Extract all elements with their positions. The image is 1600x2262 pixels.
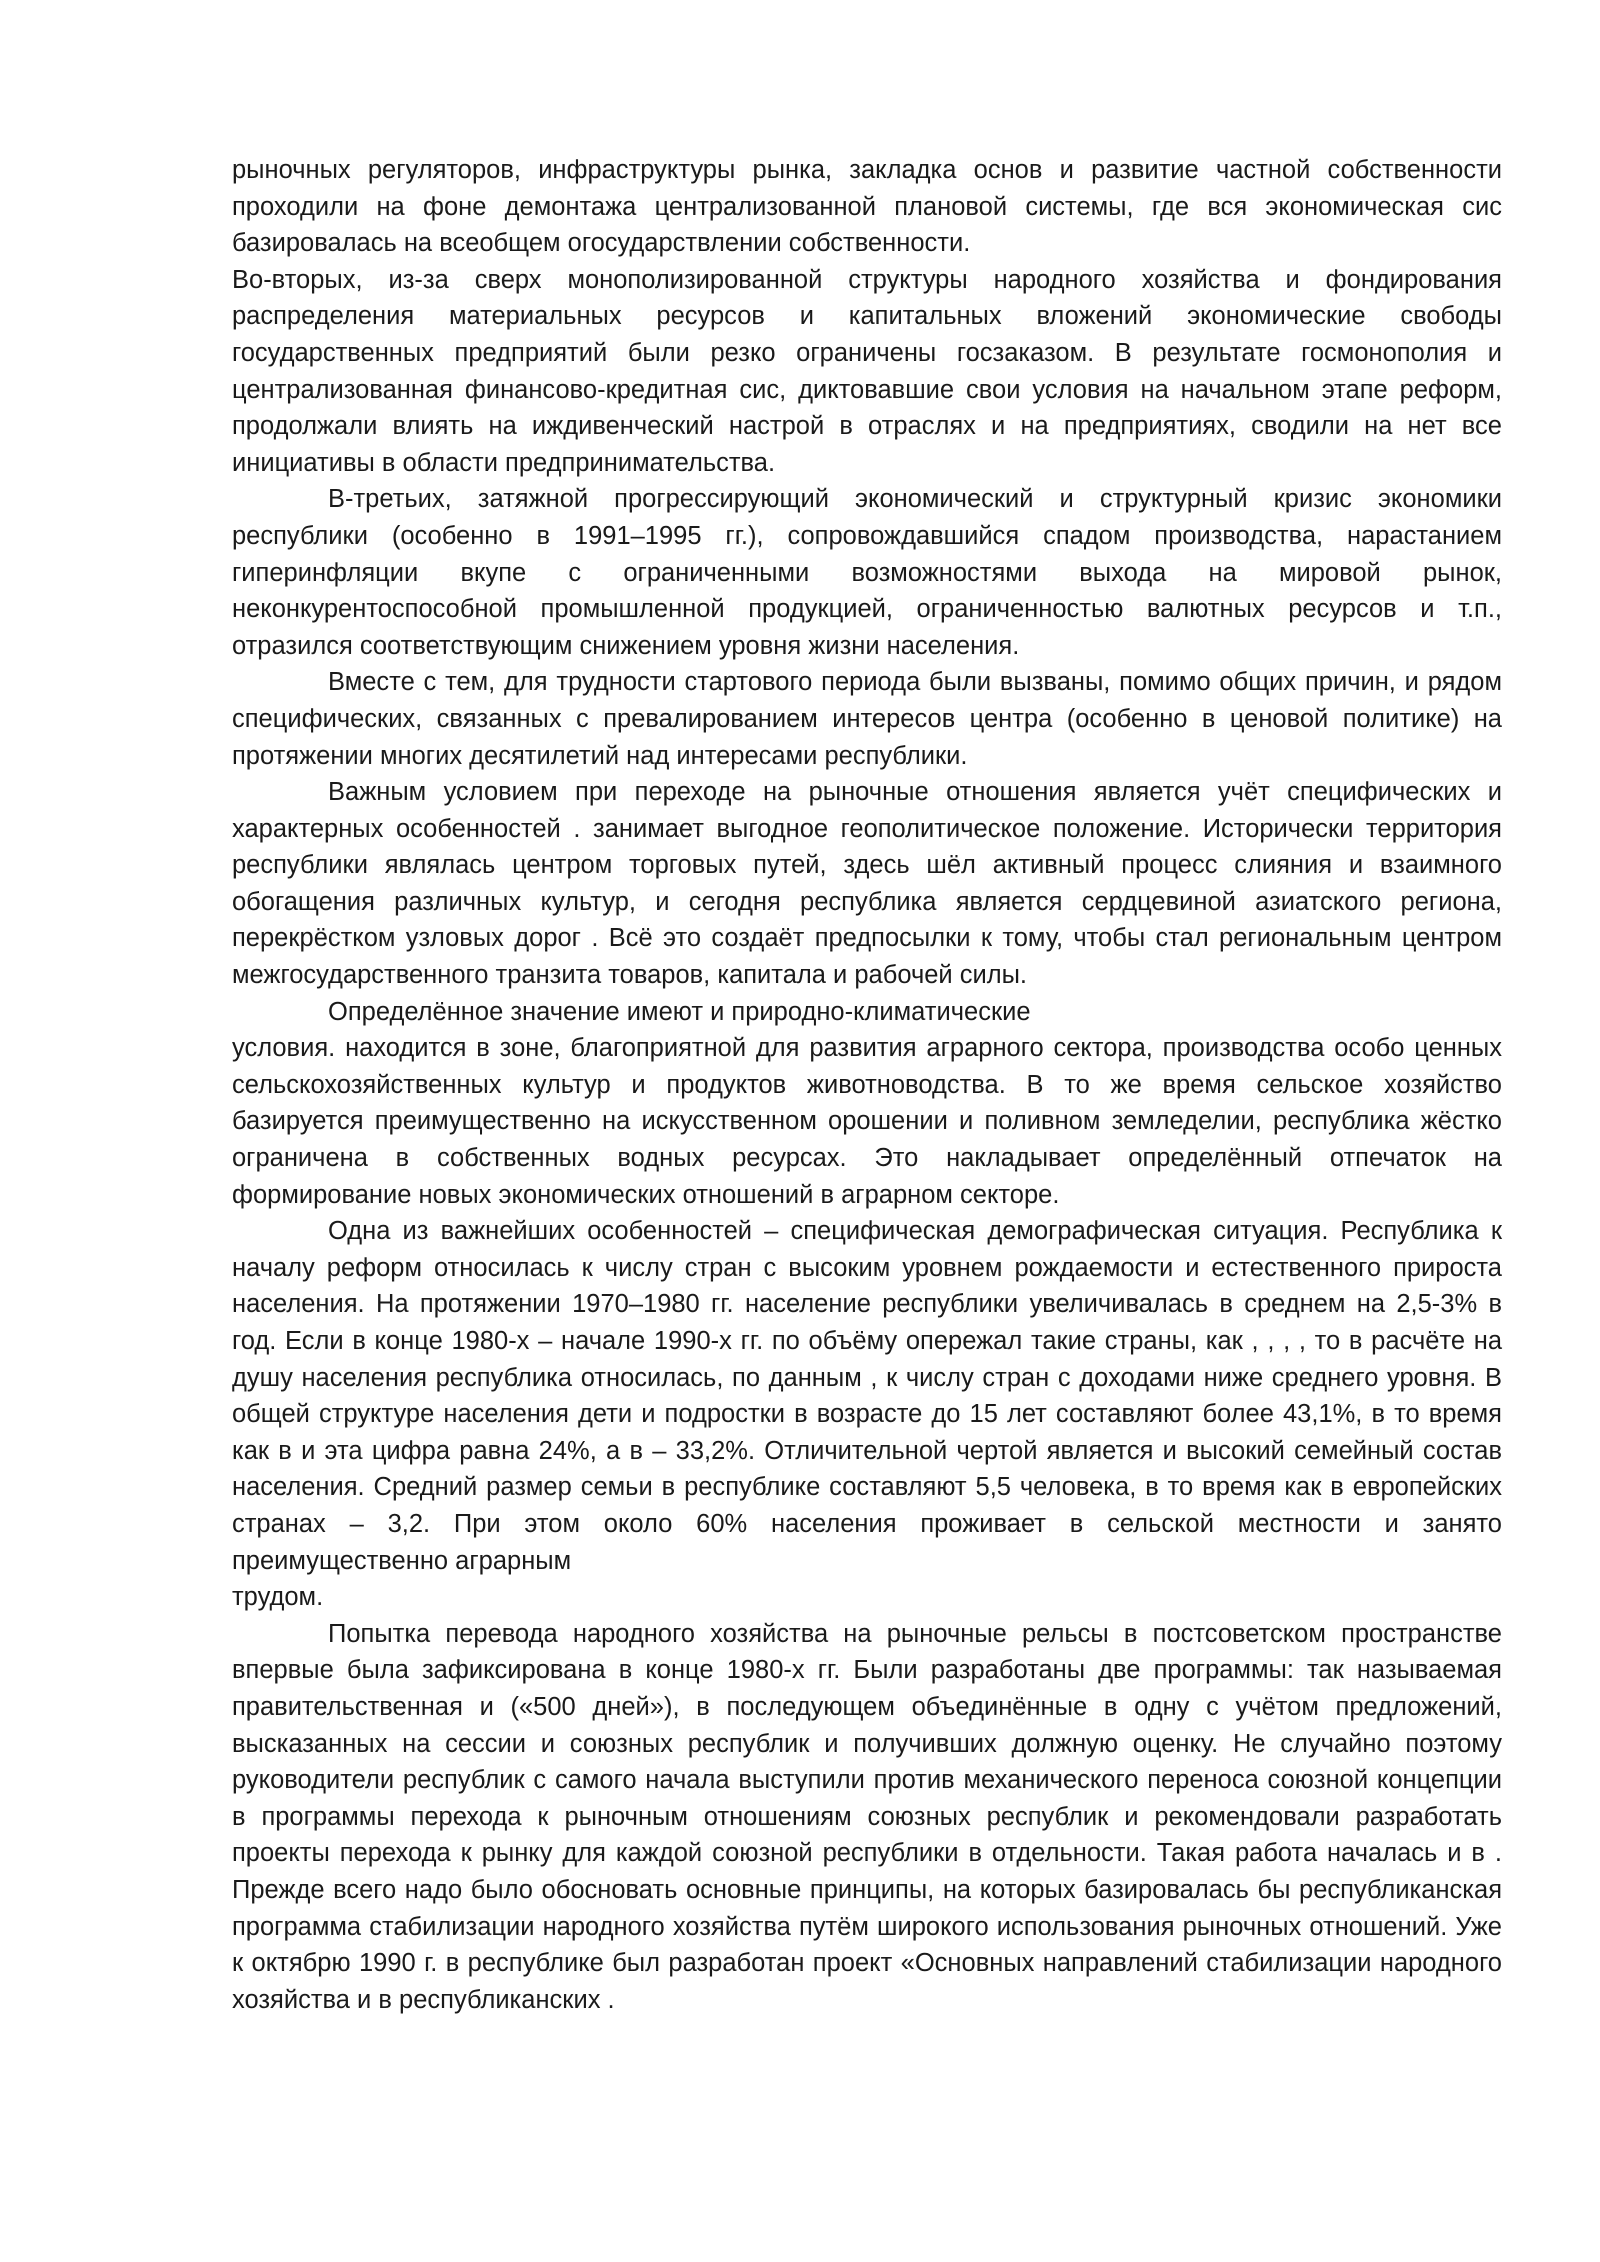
- paragraph-start-period: Вместе с тем, для трудности стартового периода были вызваны, помимо общих причин, и рядом специфических, связанных с превалированием интересов центра (особенно в ценовой политике) на протяжении многих десятилетий над интересами республики.: [232, 668, 1502, 770]
- paragraph-market-regulators: рыночных регуляторов, инфраструктуры рынка, закладка основ и развитие частной собственности проходили на фоне демонтажа централизованной плановой системы, где вся экономическая сис базировалась на всеобщем огосударствлении собственности.: [232, 156, 1502, 258]
- paragraph-climate-heading: Определённое значение имеют и природно-климатические: [328, 997, 1031, 1026]
- paragraph-thirdly: В-третьих, затяжной прогрессирующий экономический и структурный кризис экономики республики (особенно в 1991–1995 гг.), сопровождавшийся спадом производства, нарастанием гиперинфляции вкупе с ограниченными возможностями выхода на мировой рынок, неконкурентоспособной промышленной продукцией, ограниченностью валютных ресурсов и т.п., отразился соответствующим снижением уровня жизни населения.: [232, 485, 1502, 660]
- paragraph-geopolitics: Важным условием при переходе на рыночные отношения является учёт специфических и характерных особенностей . занимает выгодное геополитическое положение. Исторически территория республики являлась центром торговых путей, здесь шёл активный процесс слияния и взаимного обогащения различных культур, и сегодня республика является сердцевиной азиатского региона, перекрёстком узловых дорог . Всё это создаёт предпосылки к тому, чтобы стал региональным центром межгосударственного транзита товаров, капитала и рабочей силы.: [232, 778, 1502, 990]
- document-page: [232, 152, 1502, 2018]
- paragraph-climate-conditions: условия. находится в зоне, благоприятной для развития аграрного сектора, производства особо ценных сельскохозяйственных культур и продуктов животноводства. В то же время сельское хозяйство базируется преимущественно на искусственном орошении и поливном земледелии, республика жёстко ограничена в собственных водных ресурсах. Это накладывает определённый отпечаток на формирование новых экономических отношений в аграрном секторе.: [232, 1034, 1502, 1209]
- paragraph-secondly: Во-вторых, из-за сверх монополизированной структуры народного хозяйства и фондирования распределения материальных ресурсов и капитальных вложений экономические свободы государственных предприятий были резко ограничены госзаказом. В результате госмонополия и централизованная финансово-кредитная сис, диктовавшие свои условия на начальном этапе реформ, продолжали влиять на иждивенческий настрой в отраслях и на предприятиях, сводили на нет все инициативы в области предпринимательства.: [232, 265, 1502, 477]
- paragraph-market-transition: Попытка перевода народного хозяйства на рыночные рельсы в постсоветском пространстве впервые была зафиксирована в конце 1980-х гг. Были разработаны две программы: так называемая правительственная и («500 дней»), в последующем объединённые в одну с учётом предложений, высказанных на сессии и союзных республик и получивших должную оценку. Не случайно поэтому руководители республик с самого начала выступили против механического переноса союзной концепции в программы перехода к рыночным отношениям союзных республик и рекомендовали разработать проекты перехода к рынку для каждой союзной республики в отдельности. Такая работа началась и в . Прежде всего надо было обосновать основные принципы, на которых базировалась бы республиканская программа стабилизации народного хозяйства путём широкого использования рыночных отношений. Уже к октябрю 1990 г. в республике был разработан проект «Основных направлений стабилизации народного хозяйства и в республиканских .: [232, 1619, 1502, 2014]
- paragraph-demographics: Одна из важнейших особенностей – специфическая демографическая ситуация. Республика к началу реформ относилась к числу стран с высоким уровнем рождаемости и естественного прироста населения. На протяжении 1970–1980 гг. население республики увеличивалась в среднем на 2,5-3% в год. Если в конце 1980-х – начале 1990-х гг. по объёму опережал такие страны, как , , , , то в расчёте на душу населения республика относилась, по данным , к числу стран с доходами ниже среднего уровня. В общей структуре населения дети и подростки в возрасте до 15 лет составляют более 43,1%, в то время как в и эта цифра равна 24%, а в – 33,2%. Отличительной чертой является и высокий семейный состав населения. Средний размер семьи в республике составляют 5,5 человека, в то время как в европейских странах – 3,2. При этом около 60% населения проживает в сельской местности и занято преимущественно аграрным: [232, 1217, 1502, 1575]
- paragraph-labor: трудом.: [232, 1583, 324, 1612]
